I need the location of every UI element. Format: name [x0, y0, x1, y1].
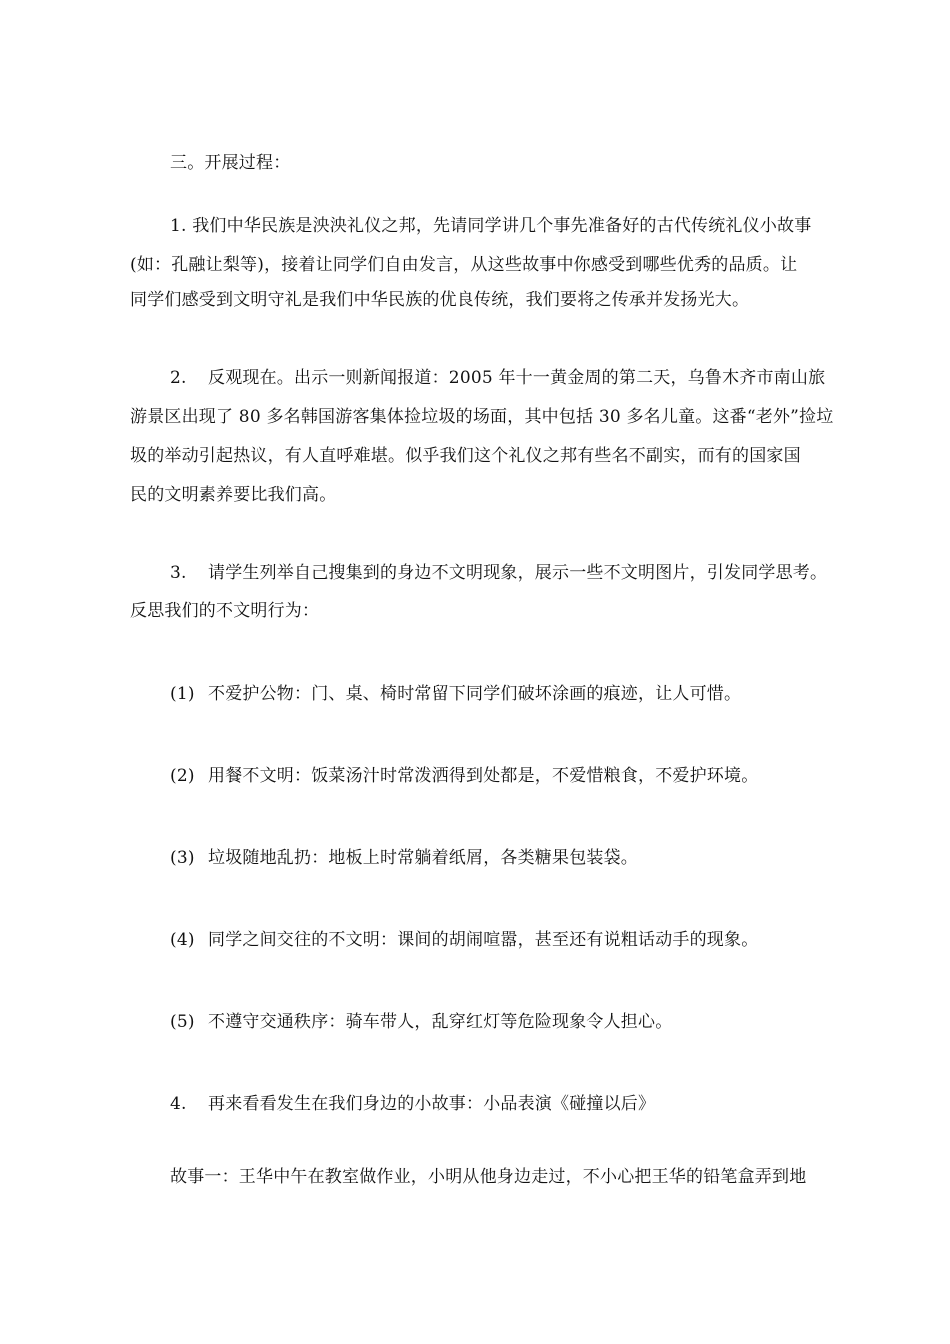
list-item-text: 垃圾随地乱扔：地板上时常躺着纸屑，各类糖果包装袋。 — [208, 848, 638, 868]
para1-line2: (如：孔融让梨等)，接着让同学们自由发言，从这些故事中你感受到哪些优秀的品质。让 — [130, 255, 798, 275]
list-item-text: 不遵守交通秩序：骑车带人，乱穿红灯等危险现象令人担心。 — [208, 1012, 673, 1032]
list-item-text: 同学之间交往的不文明：课间的胡闹喧嚣，甚至还有说粗话动手的现象。 — [208, 930, 759, 950]
para2-line1-text: 反观现在。出示一则新闻报道：2005 年十一黄金周的第二天，乌鲁木齐市南山旅 — [208, 368, 826, 388]
list-item — [170, 684, 741, 704]
para3-line2: 反思我们的不文明行为： — [130, 601, 320, 621]
para3-line1-text: 请学生列举自己搜集到的身边不文明现象，展示一些不文明图片，引发同学思考。 — [208, 563, 828, 583]
list-item-number: (3) — [170, 848, 195, 868]
para2-line2: 游景区出现了 80 多名韩国游客集体捡垃圾的场面，其中包括 30 多名儿童。这番“老外”捡垃 — [130, 407, 834, 427]
list-item — [170, 848, 638, 868]
para4-number: 4. — [170, 1094, 187, 1114]
para4-line — [170, 1094, 655, 1114]
list-item — [170, 1012, 672, 1032]
para4-text: 再来看看发生在我们身边的小故事：小品表演《碰撞以后》 — [208, 1094, 656, 1114]
para1-line3: 同学们感受到文明守礼是我们中华民族的优良传统，我们要将之传承并发扬光大。 — [130, 290, 750, 310]
story1-line: 故事一：王华中午在教室做作业，小明从他身边走过，不小心把王华的铅笔盒弄到地 — [170, 1167, 807, 1187]
list-item-text: 用餐不文明：饭菜汤汁时常泼洒得到处都是，不爱惜粮食，不爱护环境。 — [208, 766, 759, 786]
list-item-number: (1) — [170, 684, 195, 704]
para2-line1 — [170, 368, 825, 388]
para1-line1: 1. 我们中华民族是泱泱礼仪之邦，先请同学讲几个事先准备好的古代传统礼仪小故事 — [170, 216, 812, 236]
section-heading: 三。开展过程： — [170, 153, 291, 173]
para2-line3: 圾的举动引起热议，有人直呼难堪。似乎我们这个礼仪之邦有些名不副实，而有的国家国 — [130, 446, 801, 466]
list-item — [170, 930, 758, 950]
para2-number: 2. — [170, 368, 187, 388]
list-item — [170, 766, 758, 786]
para3-line1 — [170, 563, 827, 583]
para3-number: 3. — [170, 563, 187, 583]
list-item-number: (4) — [170, 930, 195, 950]
para2-line4: 民的文明素养要比我们高。 — [130, 485, 337, 505]
list-item-number: (5) — [170, 1012, 195, 1032]
list-item-text: 不爱护公物：门、桌、椅时常留下同学们破坏涂画的痕迹，让人可惜。 — [208, 684, 742, 704]
list-item-number: (2) — [170, 766, 195, 786]
